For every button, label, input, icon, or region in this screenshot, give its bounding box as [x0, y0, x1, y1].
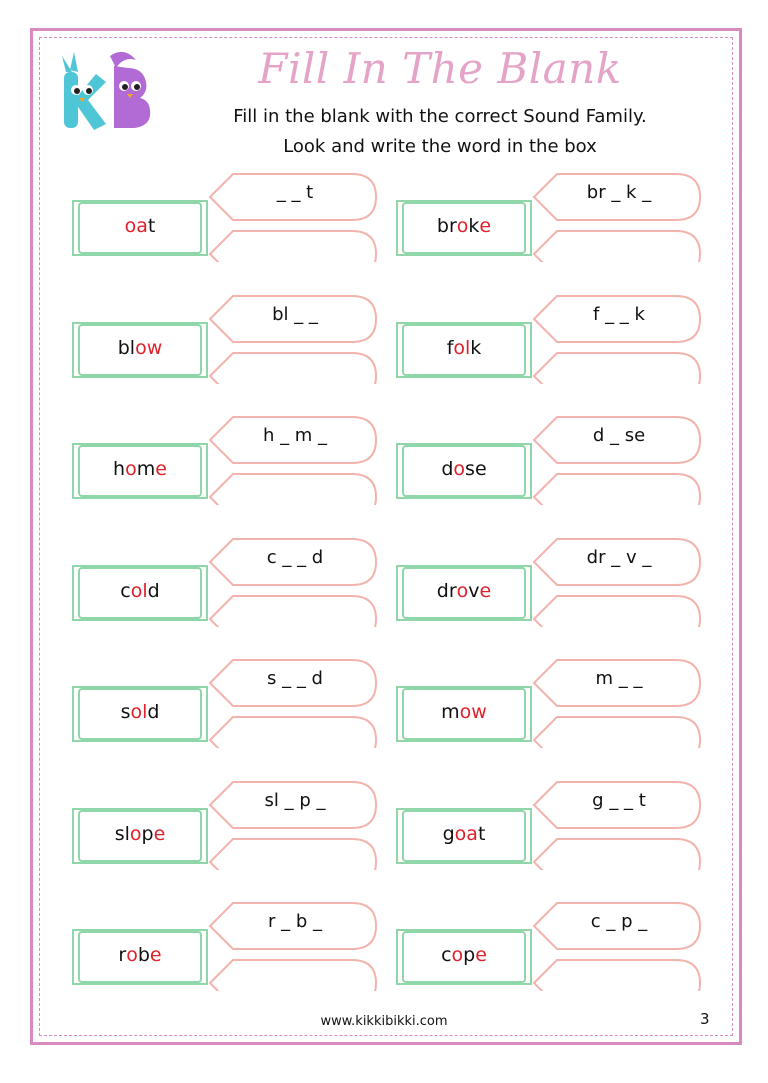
blank-pattern: c _ _ d	[266, 546, 324, 568]
highlighted-letters: ol	[130, 579, 148, 602]
answer-box[interactable]	[546, 477, 696, 503]
highlighted-letters: o	[126, 944, 138, 966]
blank-pattern: bl _ _	[272, 303, 318, 325]
exercise-item	[72, 537, 378, 621]
sound-word	[79, 323, 201, 373]
highlighted-letters: o	[129, 822, 142, 845]
answer-box[interactable]	[222, 234, 372, 260]
blank-pattern: s _ _ d	[267, 668, 323, 689]
exercise-item	[396, 294, 702, 378]
highlighted-letters: o	[453, 458, 466, 480]
highlighted-letters: o	[456, 579, 469, 602]
highlighted-letters: oa	[124, 215, 148, 237]
sound-word	[403, 809, 525, 859]
word-letters: d	[147, 701, 160, 723]
word-letters: t	[147, 215, 156, 237]
sound-word	[79, 930, 201, 980]
sound-word	[403, 687, 525, 737]
answer-box[interactable]	[546, 842, 696, 868]
blank-pattern: _ _ t	[276, 182, 314, 203]
word-letters: r	[118, 944, 127, 966]
highlighted-letters: e	[149, 944, 162, 966]
highlighted-letters: ol	[453, 336, 471, 359]
exercise-item	[396, 537, 702, 621]
exercise-item	[72, 294, 378, 378]
sound-word	[79, 444, 201, 494]
exercise-item	[72, 172, 378, 256]
answer-box[interactable]	[546, 599, 696, 625]
word-letters: b	[137, 944, 150, 966]
blank-pattern: d _ se	[592, 425, 646, 446]
page-title: Fill In The Blank	[258, 44, 622, 93]
highlighted-letters: e	[155, 458, 167, 480]
word-letters: h	[113, 458, 126, 480]
word-letters: se	[465, 458, 487, 480]
word-letters: bl	[117, 336, 136, 359]
blank-pattern: m _ _	[595, 668, 643, 689]
exercise-item	[396, 172, 702, 256]
exercise-item	[396, 415, 702, 499]
exercise-item	[72, 415, 378, 499]
answer-box[interactable]	[222, 842, 372, 868]
sound-word	[403, 566, 525, 616]
highlighted-letters: ow	[459, 701, 487, 723]
answer-box[interactable]	[546, 356, 696, 382]
answer-box[interactable]	[546, 234, 696, 260]
website-footer: www.kikkibikki.com	[320, 1014, 448, 1029]
word-letters: c	[120, 579, 131, 602]
sound-word	[79, 809, 201, 859]
instruction-line-2: Look and write the word in the box	[283, 136, 597, 157]
word-letters: f	[446, 336, 454, 359]
exercise-item	[72, 780, 378, 864]
sound-word	[403, 201, 525, 251]
word-letters: t	[477, 822, 486, 845]
word-letters: dr	[436, 579, 457, 602]
highlighted-letters: o	[456, 215, 469, 237]
highlighted-letters: oa	[454, 822, 478, 845]
exercise-item	[396, 780, 702, 864]
word-letters: d	[441, 458, 454, 480]
sound-word	[403, 323, 525, 373]
answer-box[interactable]	[546, 720, 696, 746]
blank-pattern: h _ m _	[262, 425, 328, 446]
page-number: 3	[700, 1010, 710, 1028]
highlighted-letters: e	[479, 215, 492, 237]
word-letters: v	[468, 579, 480, 602]
blank-pattern: c _ p _	[590, 911, 648, 932]
exercise-item	[396, 658, 702, 742]
word-letters: s	[120, 701, 131, 723]
sound-word	[79, 566, 201, 616]
word-letters: m	[136, 458, 156, 480]
answer-box[interactable]	[222, 720, 372, 746]
highlighted-letters: o	[125, 458, 137, 480]
highlighted-letters: o	[451, 944, 464, 966]
word-letters: sl	[114, 822, 130, 845]
answer-box[interactable]	[222, 477, 372, 503]
word-letters: m	[441, 701, 460, 723]
exercise-item	[72, 901, 378, 985]
word-letters: k	[468, 215, 480, 237]
sound-word	[403, 444, 525, 494]
highlighted-letters: e	[153, 822, 166, 845]
blank-pattern: sl _ p _	[264, 789, 326, 811]
exercise-item	[396, 901, 702, 985]
word-letters: d	[147, 579, 160, 602]
blank-pattern: g _ _ t	[592, 789, 646, 811]
instruction-line-1: Fill in the blank with the correct Sound Family.	[233, 106, 647, 127]
sound-word	[79, 687, 201, 737]
sound-word	[79, 201, 201, 251]
highlighted-letters: e	[475, 944, 487, 966]
exercise-item	[72, 658, 378, 742]
highlighted-letters: ow	[135, 336, 163, 359]
answer-box[interactable]	[222, 963, 372, 989]
word-letters: p	[141, 822, 154, 845]
blank-pattern: br _ k _	[586, 182, 652, 203]
kb-logo-icon	[52, 46, 156, 132]
sound-word	[403, 930, 525, 980]
answer-box[interactable]	[546, 963, 696, 989]
highlighted-letters: e	[479, 579, 492, 602]
answer-box[interactable]	[222, 599, 372, 625]
word-letters: p	[463, 944, 476, 966]
blank-pattern: dr _ v _	[586, 546, 652, 568]
blank-pattern: f _ _ k	[593, 303, 645, 325]
highlighted-letters: ol	[130, 701, 148, 723]
word-letters: c	[441, 944, 452, 966]
answer-box[interactable]	[222, 356, 372, 382]
blank-pattern: r _ b _	[268, 911, 322, 932]
word-letters: br	[436, 215, 457, 237]
word-letters: k	[470, 336, 482, 359]
word-letters: g	[442, 822, 455, 845]
